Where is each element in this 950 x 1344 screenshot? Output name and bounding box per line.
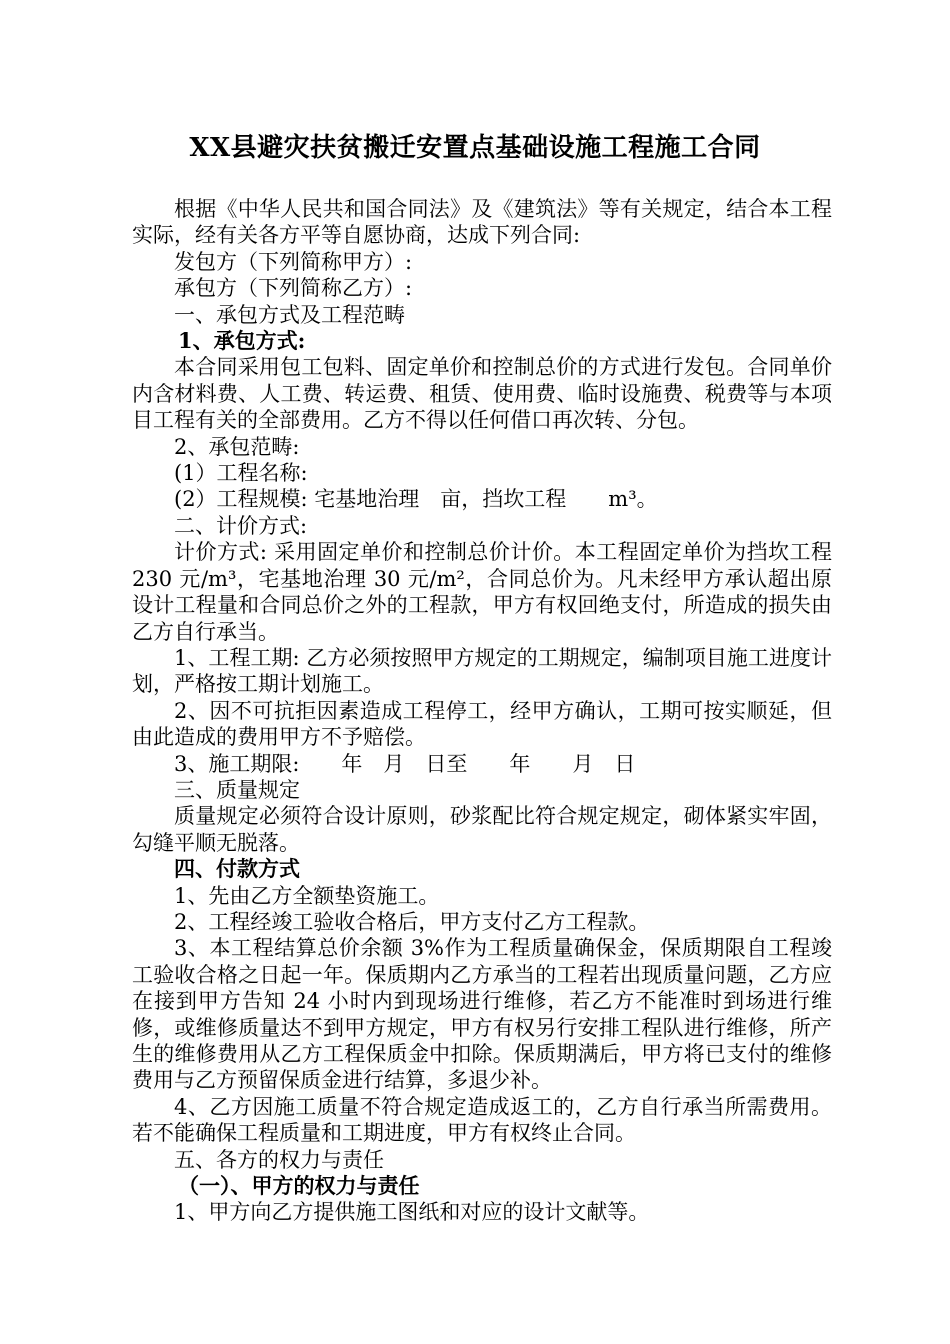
section-heading-3: 三、质量规定 bbox=[174, 777, 300, 802]
section-heading-1: 一、承包方式及工程范畴 bbox=[174, 302, 405, 327]
document-title: XX县避灾扶贫搬迁安置点基础设施工程施工合同 bbox=[189, 133, 761, 163]
paragraph-payment-2: 2、工程经竣工验收合格后，甲方支付乙方工程款。 bbox=[174, 909, 650, 934]
section-heading-2: 二、计价方式: bbox=[174, 513, 308, 538]
paragraph-contract-method: 本合同采用包工包料、固定单价和控制总价的方式进行发包。合同单价内含材料费、人工费、转运费、租赁、使用费、临时设施费、税费等与本项目工程有关的全部费用。乙方不得以任何借口再次转、分包。 bbox=[132, 355, 832, 433]
paragraph-schedule-3: 3、施工期限: 年 月 日至 年 月 日 bbox=[174, 751, 636, 776]
document-body bbox=[132, 196, 839, 1226]
subheading-scope: 2、承包范畴: bbox=[174, 434, 300, 459]
party-b-line: 承包方（下列简称乙方）: bbox=[174, 276, 413, 301]
paragraph-schedule-2: 2、因不可抗拒因素造成工程停工，经甲方确认，工期可按实顺延，但由此造成的费用甲方不予赔偿。 bbox=[132, 698, 832, 750]
scope-project-name: (1）工程名称: bbox=[174, 461, 308, 486]
section-heading-5: 五、各方的权力与责任 bbox=[174, 1147, 384, 1172]
paragraph-party-a-rights-1: 1、甲方向乙方提供施工图纸和对应的设计文献等。 bbox=[174, 1200, 650, 1225]
paragraph-preamble: 根据《中华人民共和国合同法》及《建筑法》等有关规定，结合本工程实际，经有关各方平等自愿协商，达成下列合同: bbox=[132, 197, 832, 248]
paragraph-schedule-1: 1、工程工期: 乙方必须按照甲方规定的工期规定，编制项目施工进度计划，严格按工期计划施工。 bbox=[132, 645, 832, 697]
scope-project-scale: (2）工程规模: 宅基地治理 亩，挡坎工程 m³。 bbox=[174, 487, 658, 512]
section-heading-4: 四、付款方式 bbox=[174, 856, 300, 882]
paragraph-payment-4: 4、乙方因施工质量不符合规定造成返工的，乙方自行承当所需费用。若不能确保工程质量和工期进度，甲方有权终止合同。 bbox=[132, 1094, 832, 1146]
paragraph-payment-1: 1、先由乙方全额垫资施工。 bbox=[174, 883, 440, 908]
paragraph-quality: 质量规定必须符合设计原则，砂浆配比符合规定规定，砌体紧实牢固，勾缝平顺无脱落。 bbox=[132, 804, 832, 855]
party-a-line: 发包方（下列简称甲方）: bbox=[174, 249, 413, 274]
subheading-contract-method: 1、承包方式: bbox=[178, 328, 306, 354]
subheading-party-a-rights: （一）、甲方的权力与责任 bbox=[178, 1173, 420, 1199]
paragraph-pricing: 计价方式: 采用固定单价和控制总价计价。本工程固定单价为挡坎工程 230 元/m³，宅基地治理 30 元/m²，合同总价为。凡未经甲方承认超出原设计工程量和合同总价之外的工程款，甲方有权回绝支付，所造成的损失由乙方自行承当。 bbox=[132, 540, 839, 644]
paragraph-payment-3: 3、本工程结算总价余额 3%作为工程质量确保金，保质期限自工程竣工验收合格之日起一年。保质期内乙方承当的工程若出现质量问题，乙方应在接到甲方告知 24 小时内到现场进行维修，若乙方不能准时到场进行维修，或维修质量达不到甲方规定，甲方有权另行安排工程队进行维修，所产生的维修费用从乙方工程保质金中扣除。保质期满后，甲方将已支付的维修费用与乙方预留保质金进行结算，多退少补。 bbox=[132, 936, 832, 1093]
